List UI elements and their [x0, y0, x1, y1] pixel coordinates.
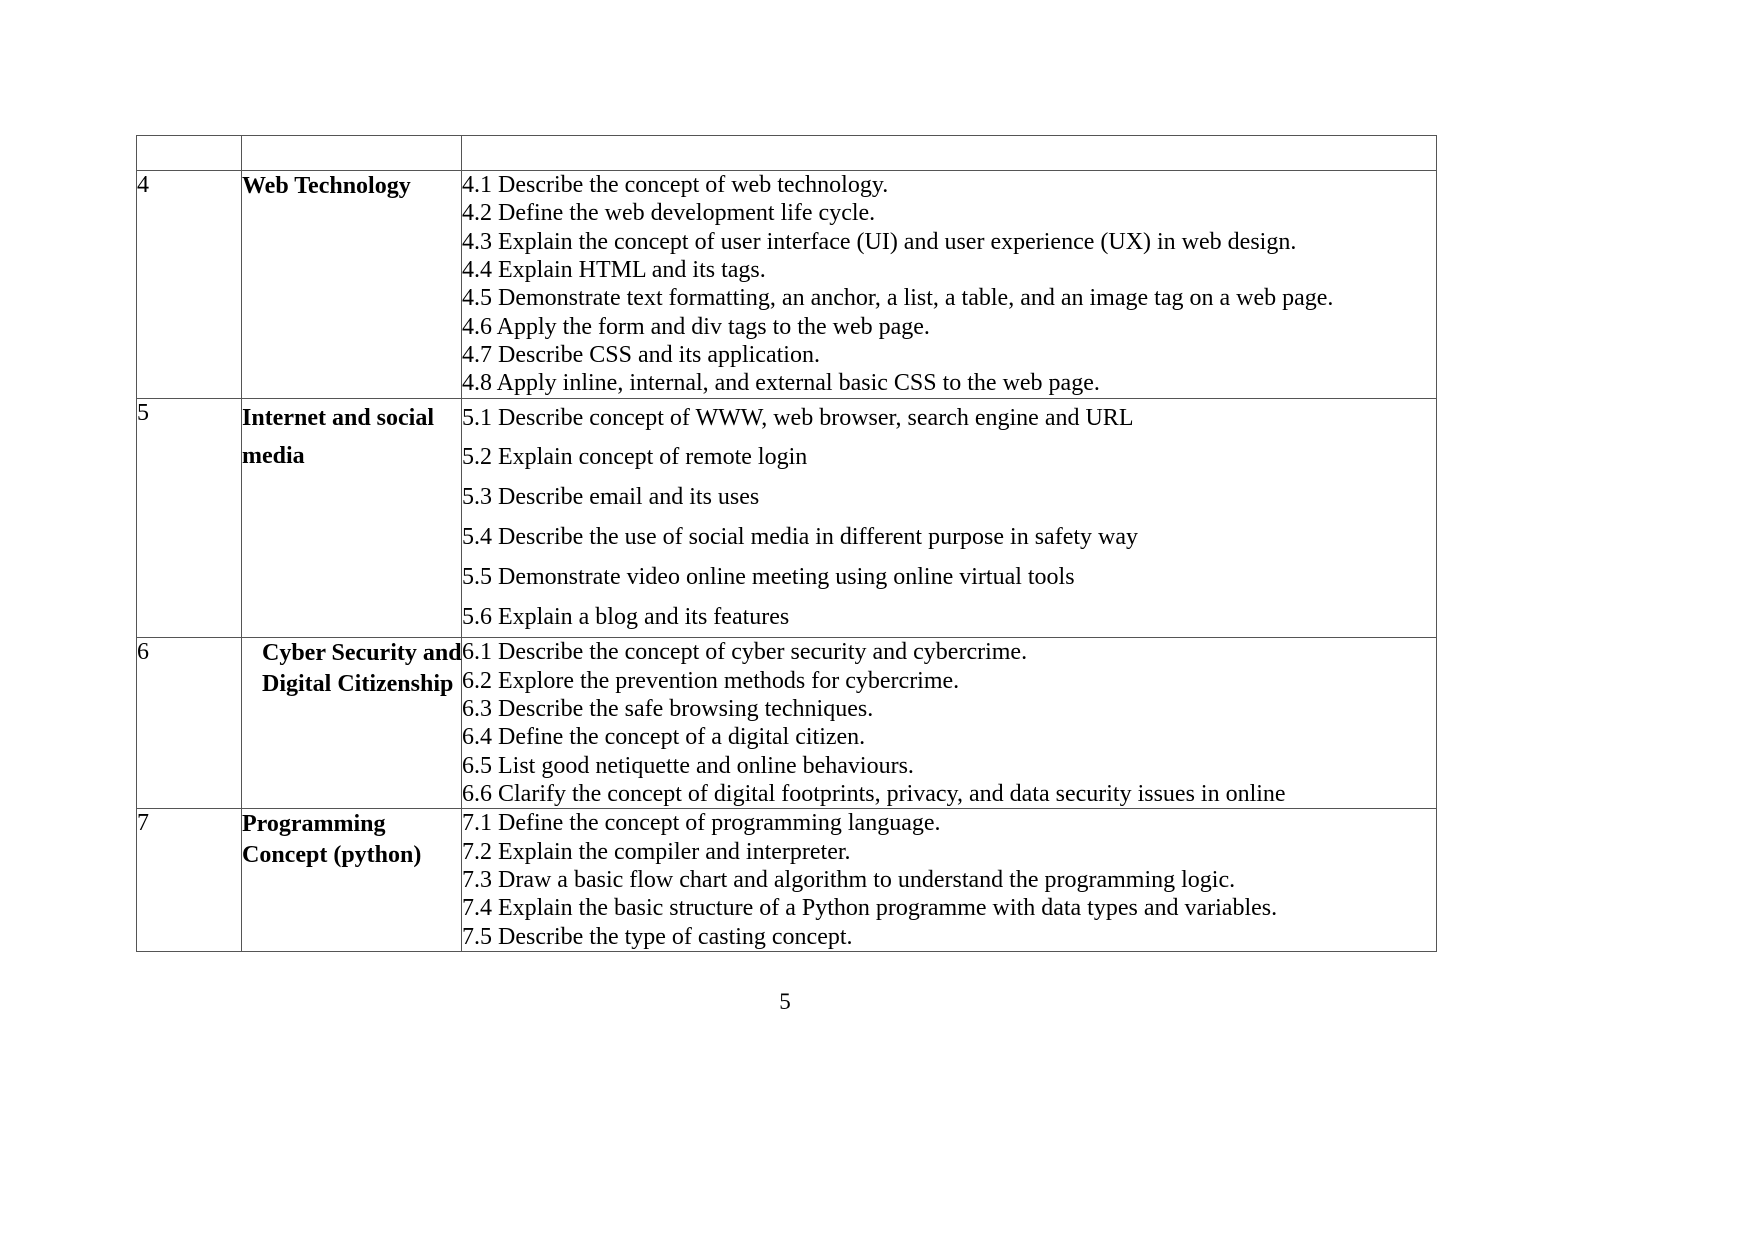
- learning-outcome-line: 5.2 Explain concept of remote login: [462, 444, 808, 471]
- learning-outcome-line: 6.4 Define the concept of a digital citizen.: [462, 724, 866, 751]
- table-header-cell: [242, 136, 462, 171]
- learning-outcome-line: 7.4 Explain the basic structure of a Python programme with data types and variables.: [462, 895, 1278, 922]
- learning-outcome-line: 5.1 Describe concept of WWW, web browser, search engine and URL: [462, 404, 1134, 431]
- table-header-cell: [137, 136, 242, 171]
- unit-title-line: Digital Citizenship: [262, 671, 454, 698]
- page-number: 5: [779, 989, 791, 1014]
- unit-title-line: Concept (python): [242, 842, 422, 869]
- table-body: [137, 136, 1437, 952]
- table-row: [137, 398, 1437, 638]
- learning-outcome-line: 5.3 Describe email and its uses: [462, 484, 760, 511]
- learning-outcome-line: 4.2 Define the web development life cycle.: [462, 200, 876, 227]
- learning-outcome-line: 4.5 Demonstrate text formatting, an anchor, a list, a table, and an image tag on a web page.: [462, 285, 1334, 312]
- table-row: [137, 638, 1437, 809]
- learning-outcome-line: 6.3 Describe the safe browsing techniques.: [462, 696, 874, 723]
- unit-number-cell: 6: [137, 638, 242, 809]
- learning-outcomes-cell: [462, 638, 1437, 809]
- unit-title-line: Cyber Security and: [262, 640, 462, 667]
- learning-outcome-line: 6.5 List good netiquette and online behaviours.: [462, 752, 914, 779]
- table-row: [137, 809, 1437, 952]
- table-row: [137, 171, 1437, 399]
- learning-outcome-line: 5.6 Explain a blog and its features: [462, 603, 790, 630]
- syllabus-table: [136, 135, 1437, 952]
- unit-title-line: Web Technology: [242, 173, 411, 199]
- unit-title-line: media: [242, 443, 305, 470]
- unit-title-line: Programming: [242, 811, 386, 838]
- learning-outcome-line: 7.5 Describe the type of casting concept.: [462, 923, 853, 950]
- learning-outcome-line: 4.7 Describe CSS and its application.: [462, 341, 820, 368]
- learning-outcome-line: 7.2 Explain the compiler and interpreter.: [462, 838, 851, 865]
- unit-title-cell: [242, 638, 462, 809]
- learning-outcomes-cell: [462, 809, 1437, 952]
- table-header-row: [137, 136, 1437, 171]
- learning-outcome-line: 5.4 Describe the use of social media in different purpose in safety way: [462, 523, 1139, 550]
- unit-title-cell: [242, 398, 462, 638]
- learning-outcome-line: 4.1 Describe the concept of web technology.: [462, 172, 889, 198]
- learning-outcome-line: 6.6 Clarify the concept of digital footprints, privacy, and data security issues in online: [462, 781, 1286, 808]
- learning-outcome-line: 7.1 Define the concept of programming language.: [462, 810, 941, 837]
- unit-number-cell: 4: [137, 171, 242, 399]
- learning-outcome-line: 7.3 Draw a basic flow chart and algorithm to understand the programming logic.: [462, 866, 1236, 893]
- learning-outcome-line: 4.8 Apply inline, internal, and external basic CSS to the web page.: [462, 370, 1100, 397]
- learning-outcomes-cell: [462, 171, 1437, 399]
- learning-outcomes-cell: [462, 398, 1437, 638]
- unit-number-cell: 5: [137, 398, 242, 638]
- learning-outcome-line: 5.5 Demonstrate video online meeting using online virtual tools: [462, 563, 1075, 590]
- unit-title-cell: [242, 809, 462, 952]
- learning-outcome-line: 4.3 Explain the concept of user interface (UI) and user experience (UX) in web design.: [462, 228, 1297, 255]
- unit-title-cell: [242, 171, 462, 399]
- learning-outcome-line: 4.4 Explain HTML and its tags.: [462, 256, 766, 283]
- learning-outcome-line: 6.1 Describe the concept of cyber security and cybercrime.: [462, 639, 1028, 666]
- table-header-cell: [462, 136, 1437, 171]
- learning-outcome-line: 6.2 Explore the prevention methods for cybercrime.: [462, 667, 960, 694]
- unit-number-cell: 7: [137, 809, 242, 952]
- learning-outcome-line: 4.6 Apply the form and div tags to the web page.: [462, 313, 930, 340]
- unit-title-line: Internet and social: [242, 404, 434, 431]
